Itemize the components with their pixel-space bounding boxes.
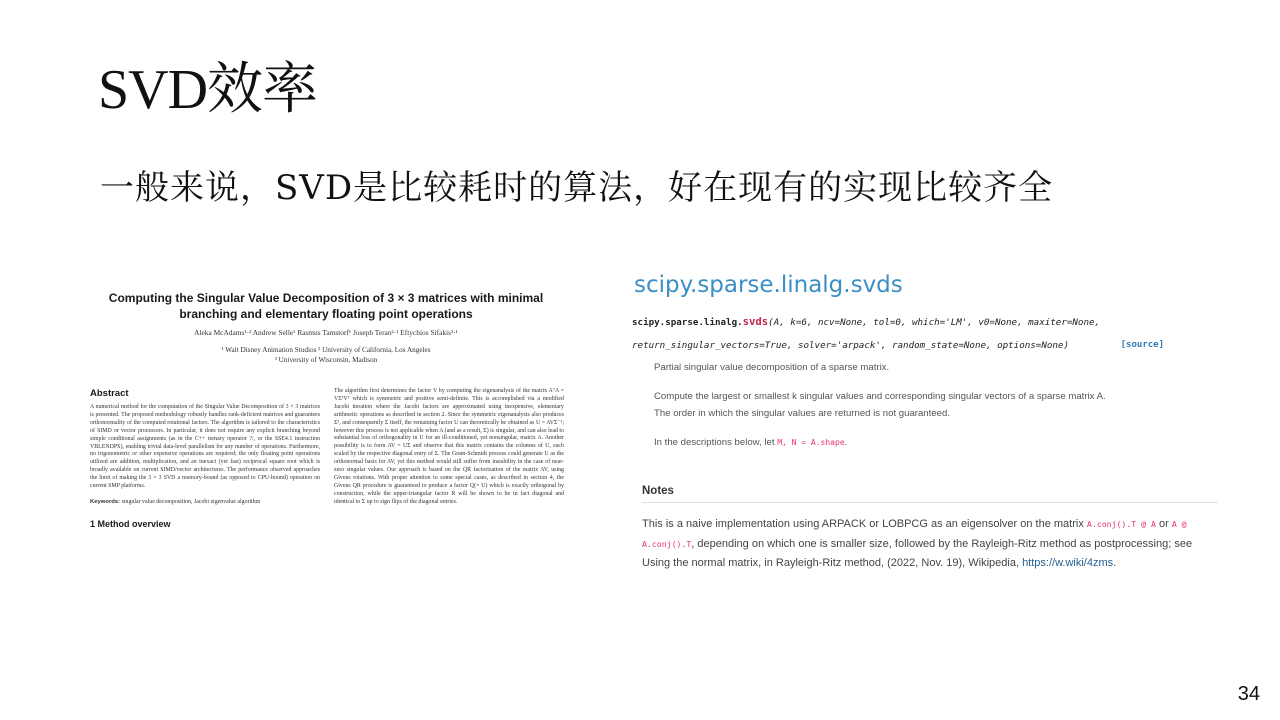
method-text: The algorithm first determines the factor V by computing the eigenanalysis of the matrix AᵀA = VΣ²Vᵀ which is symmetric and positive semi-definite. This is accomplished via a modified Jacobi iteration where the Jacobi factors are approximated using inexpensive, elementary arithmetic operations as described in section 2. Since the symmetric eigenanalysis also produces Σ², and consequently Σ itself, the remaining factor U can theoretically be obtained as U = AVΣ⁻¹; however this process is not applicable when A (and as a result, Σ) is singular, and can also lead to substantial loss of orthogonality in U for an ill-conditioned, yet nonsingular, matrix A. Another possibility is to form AV = UΣ and observe that this matrix contains the columns of U, each scaled by the respective diagonal entry of Σ. The Gram-Schmidt process could generate U as the orthonormal basis for AV, yet this method would still suffer from instability in the case of near-zero singular values. Our approach is based on the QR factorization of the matrix AV, using Givens rotations. With proper attention to some special cases, as described in section 4, the Givens QR procedure is guaranteed to produce a factor Q(= U) which is exactly orthogonal by construction, while the upper-triangular factor R will be shown to be in fact diagonal and identical to Σ up to sign flips of the diagonal entries. <box>334 388 564 505</box>
source-link[interactable]: [source] <box>1120 340 1164 350</box>
paper-title-line-2: branching and elementary floating point operations <box>179 307 473 321</box>
doc-description-3-code: M, N = A.shape <box>777 438 845 447</box>
abstract-text: A numerical method for the computation of the Singular Value Decomposition of 3 × 3 matrices is presented. The proposed methodology robustly handles rank-deficient matrices and guarantees orthonormality of the computed rotational factors. The algorithm is tailored to the characteristics of SIMD or vector processors. In particular, it does not require any explicit branching beyond simple conditional assignments (as in the C++ ternary operator ?:, or the SSE4.1 instruction VBLENDPS), enabling trivial data-level parallelism for any number of operations. Furthermore, no trigonometric or other expensive operations are required; the only floating point operations utilized are addition, multiplication, and an inexact (yet fast) reciprocal square root which is broadly available on current SIMD/vector architectures. The performance observed approaches the limit of making the 3 × 3 SVD a memory-bound (as opposed to CPU-bound) operation on current SMP platforms. <box>90 404 320 490</box>
doc-title: scipy.sparse.linalg.svds <box>634 272 903 298</box>
notes-text <box>642 515 1222 574</box>
notes-heading: Notes <box>642 485 1218 503</box>
paper-authors: Aleka McAdams¹·² Andrew Selle¹ Rasmus Tamstorf¹ Joseph Teran²·¹ Eftychios Sifakis³·¹ <box>194 328 458 337</box>
slide-title: SVD效率 <box>98 59 318 121</box>
scipy-doc-screenshot <box>632 268 1228 598</box>
notes-text-part-2: or <box>1155 518 1172 530</box>
page-number: 34 <box>1237 683 1260 705</box>
signature-params-1: (A, k=6, ncv=None, tol=0, which='LM', v0=None, maxiter=None, <box>768 317 1101 328</box>
paper-title-line-1: Computing the Singular Value Decomposition of 3 × 3 matrices with minimal <box>108 291 544 305</box>
signature-line-1 <box>632 311 1228 334</box>
notes-code-2: A @ A.conj().T <box>642 519 1187 549</box>
abstract-heading: Abstract <box>90 388 129 399</box>
paper-right-column <box>334 388 564 529</box>
doc-description-3-suffix: . <box>844 437 848 448</box>
doc-description-1: Partial singular value decomposition of a sparse matrix. <box>654 362 890 373</box>
signature-params-2: return_singular_vectors=True, solver='arpack', random_state=None, options=None) <box>632 340 1069 351</box>
paper-affiliation-line-2: ³ University of Wisconsin, Madison <box>274 356 378 364</box>
paper-title <box>86 290 566 322</box>
wikipedia-link[interactable]: https://w.wiki/4zms <box>1022 557 1114 569</box>
function-signature <box>632 311 1228 357</box>
paper-affiliations <box>86 345 566 365</box>
paper-affiliation-line-1: ¹ Walt Disney Animation Studios ² University of California, Los Angeles <box>221 346 431 354</box>
slide-subtitle: 一般来说，SVD是比较耗时的算法，好在现有的实现比较齐全 <box>100 168 1054 208</box>
keywords-text: singular value decomposition, Jacobi eigenvalue algorithm <box>121 498 261 505</box>
notes-code-1: A.conj().T @ A <box>1086 519 1156 529</box>
doc-description-2-line-1: Compute the largest or smallest k singular values and corresponding singular vectors of a sparse matrix A. <box>654 391 1106 402</box>
doc-description-2-line-2: The order in which the singular values are returned is not guaranteed. <box>654 408 950 419</box>
signature-prefix: scipy.sparse.linalg. <box>632 317 743 328</box>
section-heading: 1 Method overview <box>90 518 171 529</box>
keywords-label: Keywords: <box>90 498 121 505</box>
doc-description-3-prefix: In the descriptions below, let <box>654 437 778 448</box>
notes-text-part-1: This is a naive implementation using ARPACK or LOBPCG as an eigensolver on the matrix <box>642 518 1087 530</box>
paper-columns <box>90 388 564 529</box>
doc-description-3 <box>654 434 1228 451</box>
signature-function: svds <box>742 316 769 328</box>
paper-keywords <box>90 499 320 507</box>
paper-left-column <box>90 388 320 529</box>
notes-text-part-3: , depending on which one is smaller size, followed by the Rayleigh-Ritz method as postprocessing; see Using the normal matrix, in Rayleigh-Ritz method, (2022, Nov. 19), Wikipedia, <box>642 537 1193 569</box>
paper-screenshot <box>86 282 566 612</box>
doc-description-2 <box>654 388 1228 422</box>
notes-text-part-4: . <box>1113 557 1117 569</box>
